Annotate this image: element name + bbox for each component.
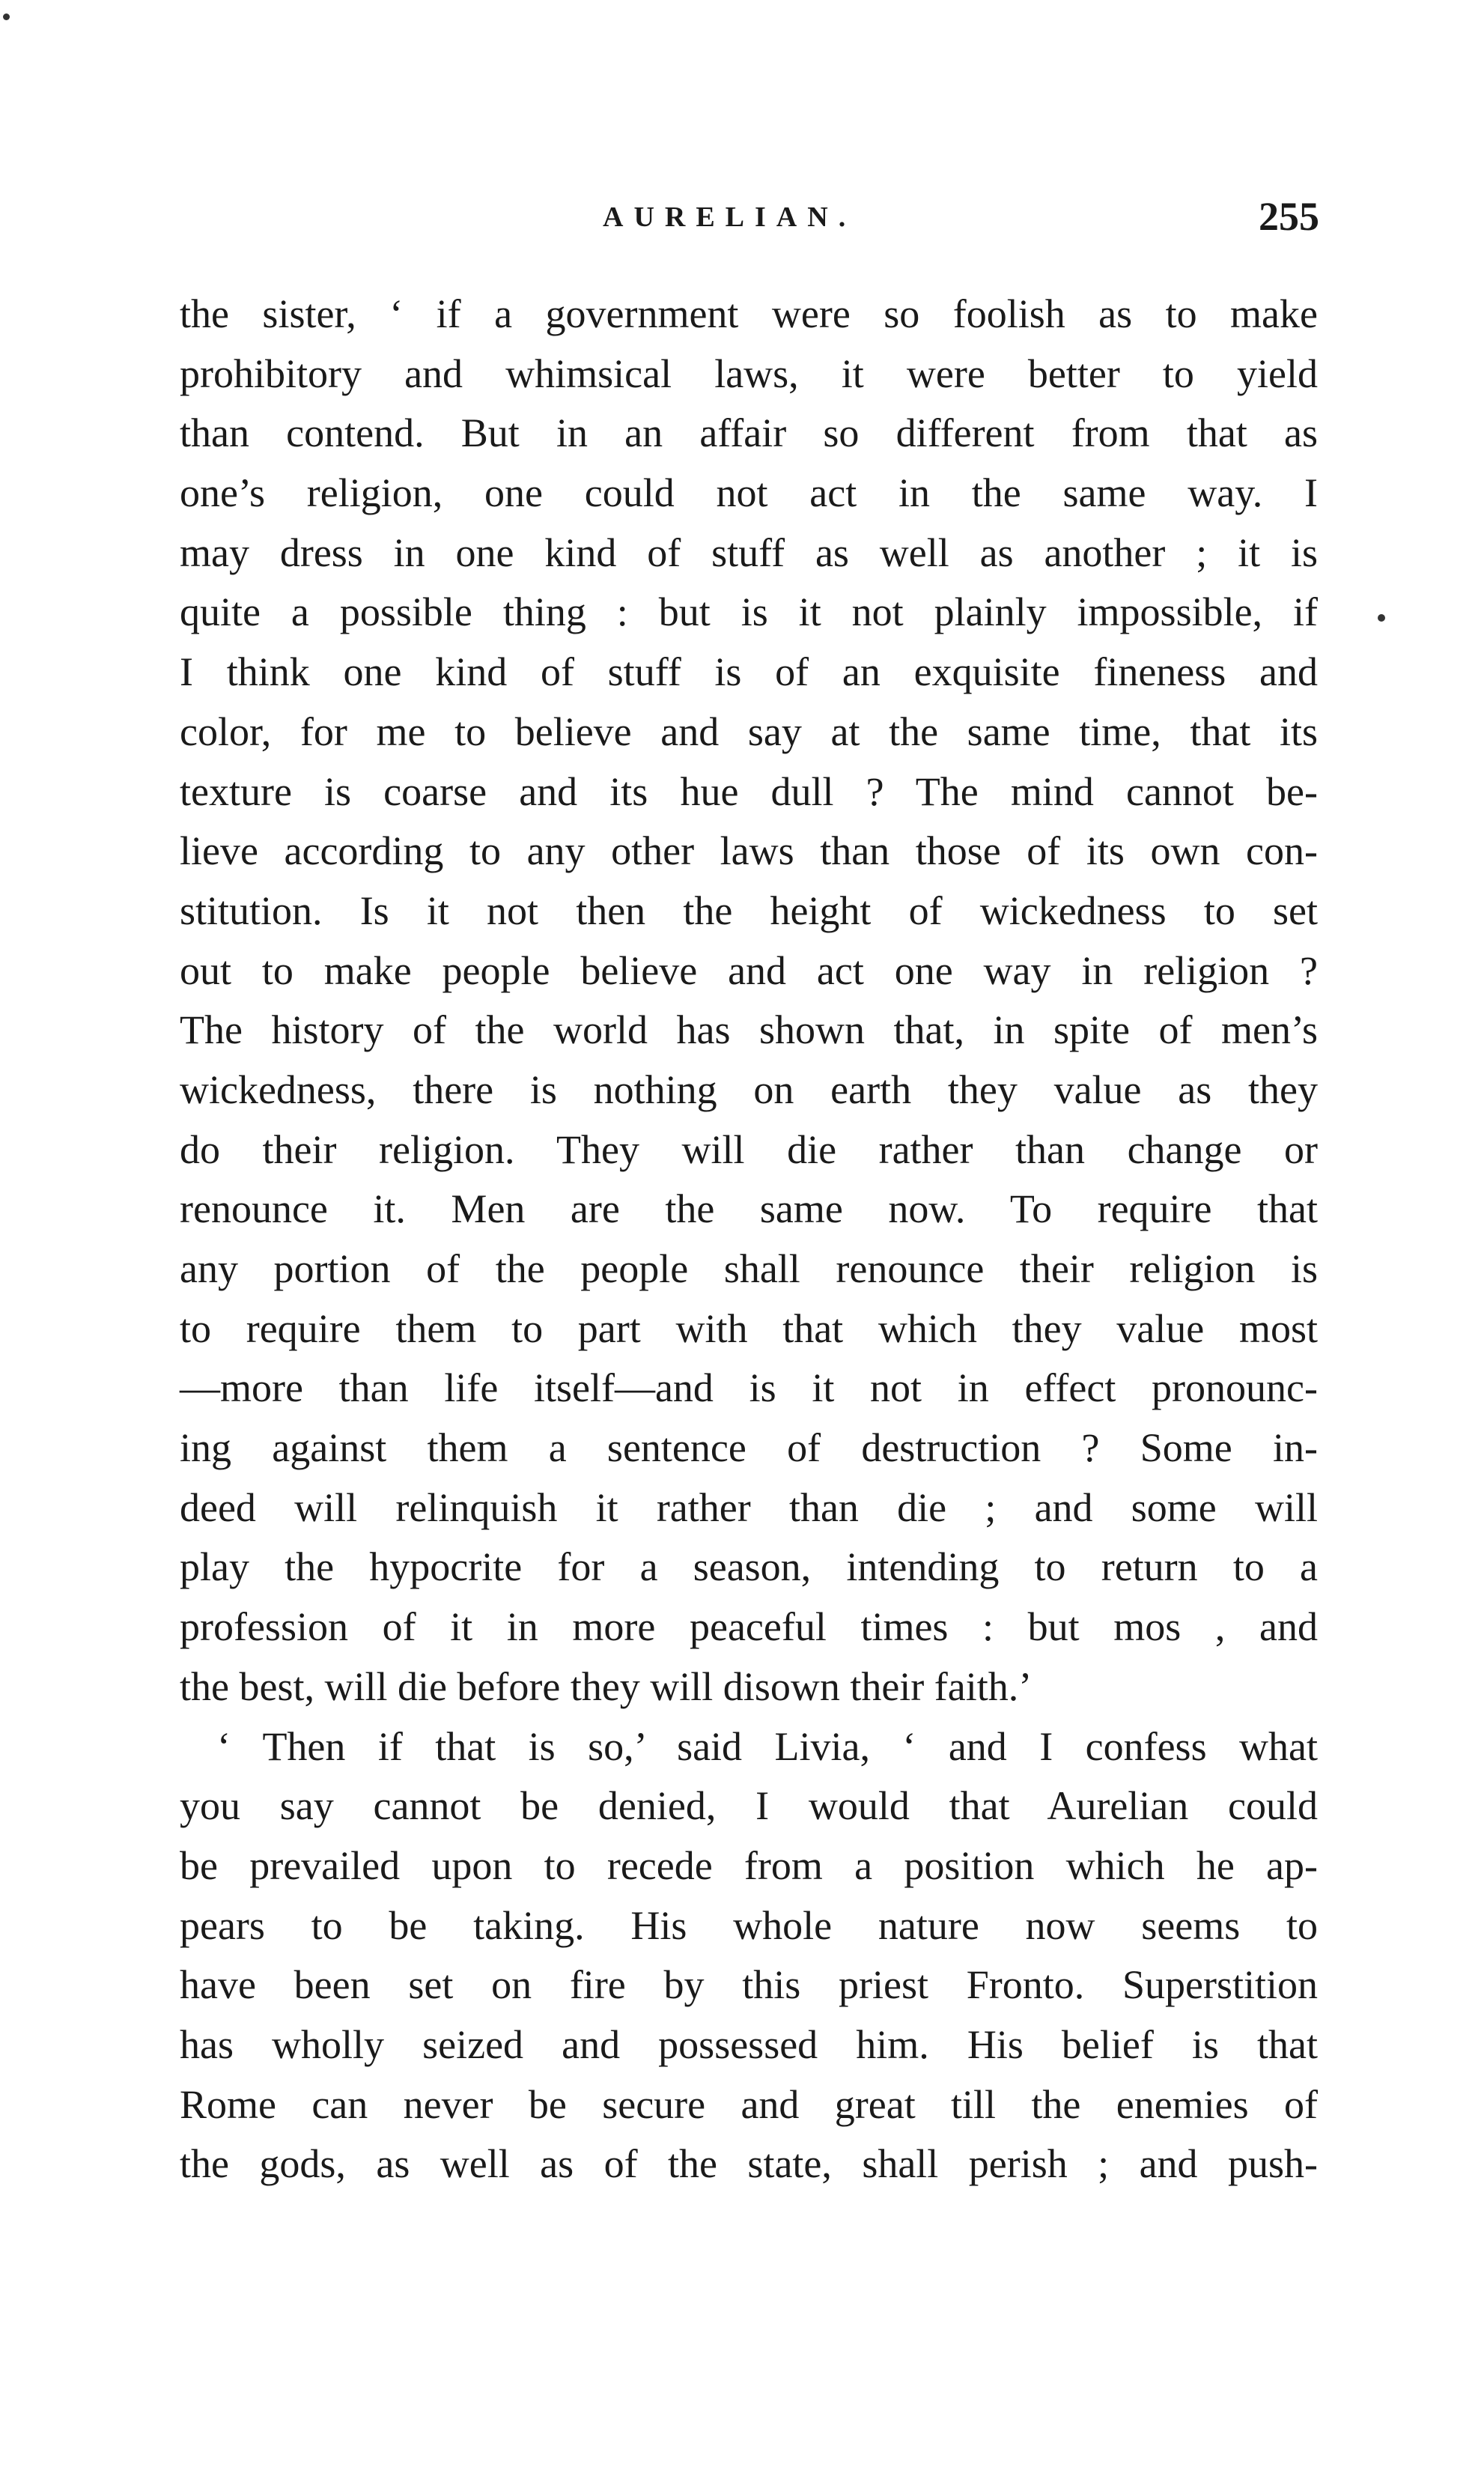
speck-mark (1378, 614, 1385, 622)
text-line: ing against them a sentence of destruction ? Some in- (180, 1425, 1318, 1471)
speck-mark (3, 13, 10, 20)
text-line: renounce it. Men are the same now. To require that (180, 1186, 1318, 1232)
text-line: the best, will die before they will disown their faith.’ (180, 1663, 1033, 1709)
page-number: 255 (1259, 194, 1319, 239)
text-line: I think one kind of stuff is of an exquisite fineness and (180, 649, 1318, 695)
text-line: have been set on fire by this priest Fronto. Superstition (180, 1962, 1318, 2008)
text-line: stitution. Is it not then the height of wickedness to set (180, 887, 1318, 933)
paragraph (180, 285, 1318, 1717)
text-line: quite a possible thing : but is it not plainly impossible, if (180, 589, 1318, 635)
text-line: deed will relinquish it rather than die ; and some will (180, 1484, 1318, 1530)
text-line: the gods, as well as of the state, shall perish ; and push- (180, 2141, 1318, 2187)
text-line: play the hypocrite for a season, intending to return to a (180, 1544, 1318, 1590)
text-line: prohibitory and whimsical laws, it were better to yield (180, 351, 1318, 396)
text-line: Rome can never be secure and great till the enemies of (180, 2081, 1318, 2127)
text-line: you say cannot be denied, I would that Aurelian could (180, 1783, 1318, 1829)
text-line: —more than life itself—and is it not in effect pronounc- (180, 1365, 1318, 1411)
text-line: color, for me to believe and say at the same time, that its (180, 709, 1318, 754)
text-line: any portion of the people shall renounce their religion is (180, 1246, 1318, 1291)
paragraph (180, 1717, 1318, 2195)
text-line: do their religion. They will die rather than change or (180, 1126, 1318, 1172)
text-line: be prevailed upon to recede from a position which he ap- (180, 1842, 1318, 1888)
text-line: profession of it in more peaceful times : but mos , and (180, 1604, 1318, 1650)
text-line: pears to be taking. His whole nature now seems to (180, 1902, 1318, 1948)
text-line: ‘ Then if that is so,’ said Livia, ‘ and I confess what (217, 1723, 1318, 1769)
text-line: may dress in one kind of stuff as well as another ; it is (180, 530, 1318, 575)
text-line: the sister, ‘ if a government were so foolish as to make (180, 291, 1318, 336)
text-line: one’s religion, one could not act in the same way. I (180, 470, 1318, 516)
text-line: wickedness, there is nothing on earth they value as they (180, 1066, 1318, 1112)
text-line: texture is coarse and its hue dull ? The mind cannot be- (180, 768, 1318, 814)
text-line: out to make people believe and act one way in religion ? (180, 947, 1318, 993)
body-text (180, 285, 1318, 2194)
text-line: than contend. But in an affair so different from that as (180, 410, 1318, 456)
running-title: AURELIAN. (603, 201, 857, 233)
text-line: has wholly seized and possessed him. His belief is that (180, 2021, 1318, 2067)
text-line: to require them to part with that which they value most (180, 1305, 1318, 1351)
text-line: The history of the world has shown that, in spite of men’s (180, 1007, 1318, 1053)
text-line: lieve according to any other laws than those of its own con- (180, 828, 1318, 874)
